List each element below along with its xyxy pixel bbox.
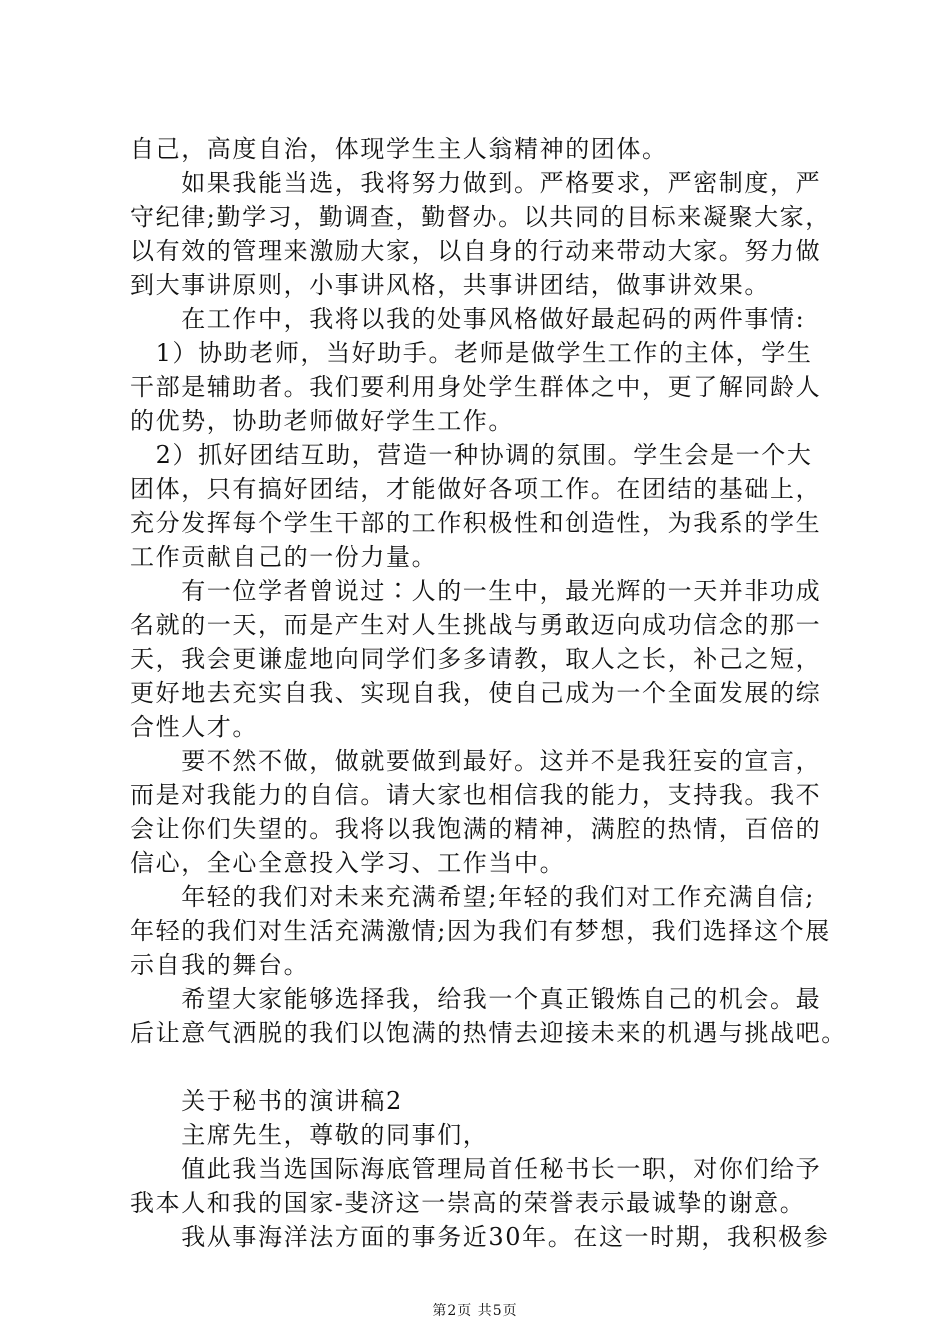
text-line: 值此我当选国际海底管理局首任秘书长一职，对你们给予: [130, 1155, 822, 1183]
text-line: 以有效的管理来激励大家，以自身的行动来带动大家。努力做: [130, 237, 822, 265]
text-line: 有一位学者曾说过∶人的一生中，最光辉的一天并非功成: [130, 577, 822, 605]
text-line: 工作贡献自己的一份力量。: [130, 543, 438, 571]
text-line: 主席先生，尊敬的同事们，: [130, 1121, 489, 1149]
page-footer: 第2页 共5页: [432, 1303, 518, 1319]
text-line: 后让意气洒脱的我们以饱满的热情去迎接未来的机遇与挑战吧。: [130, 1019, 847, 1047]
text-line: 年轻的我们对未来充满希望;年轻的我们对工作充满自信;: [130, 883, 815, 911]
text-line: 名就的一天，而是产生对人生挑战与勇敢迈向成功信念的那一: [130, 611, 822, 639]
text-line: 在工作中，我将以我的处事风格做好最起码的两件事情:: [130, 305, 806, 333]
text-line: 充分发挥每个学生干部的工作积极性和创造性，为我系的学生: [130, 509, 822, 537]
text-line: 1）协助老师，当好助手。老师是做学生工作的主体，学生: [130, 339, 813, 367]
text-line: 到大事讲原则，小事讲风格，共事讲团结，做事讲效果。: [130, 271, 770, 299]
text-line: 要不然不做，做就要做到最好。这并不是我狂妄的宣言，: [130, 747, 822, 775]
section-title: 关于秘书的演讲稿2: [130, 1087, 403, 1115]
text-line: 更好地去充实自我、实现自我，使自己成为一个全面发展的综: [130, 679, 822, 707]
text-line: 年轻的我们对生活充满激情;因为我们有梦想，我们选择这个展: [130, 917, 831, 945]
text-line: 天，我会更谦虚地向同学们多多请教，取人之长，补己之短，: [130, 645, 822, 673]
text-line: 我从事海洋法方面的事务近30年。在这一时期，我积极参: [130, 1223, 830, 1251]
text-line: 信心，全心全意投入学习、工作当中。: [130, 849, 566, 877]
text-line: 团体，只有搞好团结，才能做好各项工作。在团结的基础上，: [130, 475, 822, 503]
text-line: 干部是辅助者。我们要利用身处学生群体之中，更了解同龄人: [130, 373, 822, 401]
text-line: 自己，高度自治，体现学生主人翁精神的团体。: [130, 135, 668, 163]
text-line: 如果我能当选，我将努力做到。严格要求，严密制度，严: [130, 169, 822, 197]
text-line: 我本人和我的国家-斐济这一崇高的荣誉表示最诚挚的谢意。: [130, 1189, 806, 1217]
text-line: 合性人才。: [130, 713, 258, 741]
text-line: 2）抓好团结互助，营造一种协调的氛围。学生会是一个大: [130, 441, 813, 469]
text-line: 会让你们失望的。我将以我饱满的精神，满腔的热情，百倍的: [130, 815, 822, 843]
text-line: 守纪律;勤学习，勤调查，勤督办。以共同的目标来凝聚大家，: [130, 203, 831, 231]
text-line: 示自我的舞台。: [130, 951, 310, 979]
text-line: 而是对我能力的自信。请大家也相信我的能力，支持我。我不: [130, 781, 822, 809]
text-line: 的优势，协助老师做好学生工作。: [130, 407, 514, 435]
text-line: 希望大家能够选择我，给我一个真正锻炼自己的机会。最: [130, 985, 822, 1013]
